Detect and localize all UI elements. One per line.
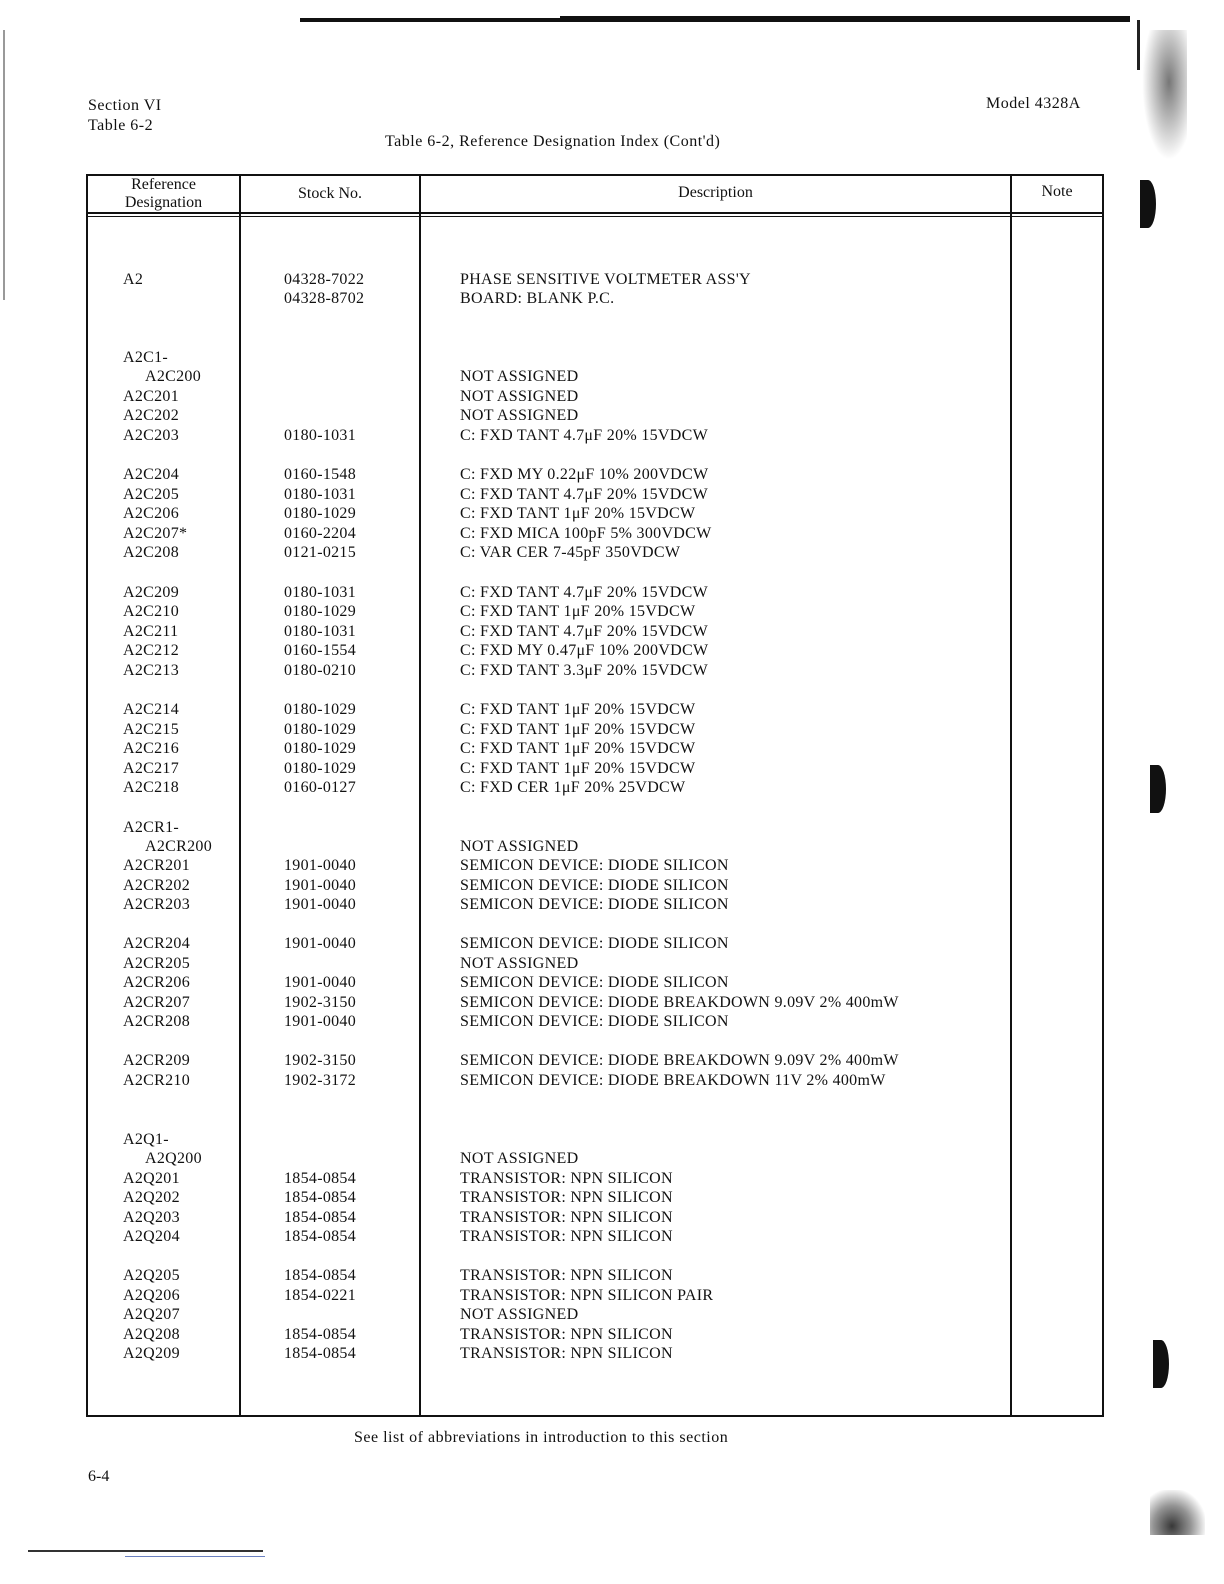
description: PHASE SENSITIVE VOLTMETER ASS'Y — [460, 271, 751, 288]
reference-designation: A2C210 — [123, 603, 180, 620]
stock-number: 1854-0854 — [284, 1326, 357, 1343]
reference-designation: A2Q201 — [123, 1170, 180, 1187]
reference-designation: A2 — [123, 271, 144, 288]
stock-number: 1901-0040 — [284, 1013, 357, 1030]
reference-designation: A2C204 — [123, 466, 180, 483]
column-header-stock: Stock No. — [298, 185, 362, 202]
stock-number: 1901-0040 — [284, 974, 357, 991]
table-row — [123, 818, 1023, 837]
reference-designation: A2CR200 — [145, 838, 212, 855]
table-row — [123, 1169, 1023, 1188]
table-row — [123, 954, 1023, 973]
stock-number: 1901-0040 — [284, 896, 357, 913]
table-row — [123, 367, 1023, 386]
table-row — [123, 993, 1023, 1012]
description: TRANSISTOR: NPN SILICON PAIR — [460, 1287, 714, 1304]
table-row — [123, 759, 1023, 778]
description: C: FXD TANT 1μF 20% 15VDCW — [460, 721, 696, 738]
stock-number: 0180-1031 — [284, 427, 357, 444]
reference-designation: A2C207* — [123, 525, 188, 542]
table-row — [123, 720, 1023, 739]
stock-number: 0180-1029 — [284, 701, 357, 718]
reference-designation: A2Q208 — [123, 1326, 180, 1343]
table-row — [123, 1266, 1023, 1285]
description: C: FXD TANT 1μF 20% 15VDCW — [460, 740, 696, 757]
description: SEMICON DEVICE: DIODE SILICON — [460, 935, 729, 952]
table-row — [123, 1305, 1023, 1324]
table-row — [123, 524, 1023, 543]
reference-designation: A2Q203 — [123, 1209, 180, 1226]
description: SEMICON DEVICE: DIODE BREAKDOWN 9.09V 2% 400mW — [460, 994, 899, 1011]
abbreviations-note: See list of abbreviations in introduction to this section — [354, 1429, 729, 1446]
reference-designation: A2Q209 — [123, 1345, 180, 1362]
stock-number: 0180-1029 — [284, 740, 357, 757]
reference-designation: A2C215 — [123, 721, 180, 738]
description: TRANSISTOR: NPN SILICON — [460, 1326, 673, 1343]
reference-designation: A2CR208 — [123, 1013, 190, 1030]
reference-designation: A2C208 — [123, 544, 180, 561]
reference-designation: A2Q206 — [123, 1287, 180, 1304]
table-row — [123, 1325, 1023, 1344]
description: C: FXD TANT 4.7μF 20% 15VDCW — [460, 584, 709, 601]
stock-number: 0160-1554 — [284, 642, 357, 659]
table-row — [123, 426, 1023, 445]
reference-designation: A2CR201 — [123, 857, 190, 874]
reference-designation: A2C201 — [123, 388, 180, 405]
stock-number: 0180-1029 — [284, 505, 357, 522]
table-row — [123, 895, 1023, 914]
table-row — [123, 465, 1023, 484]
description: SEMICON DEVICE: DIODE SILICON — [460, 974, 729, 991]
stock-number: 0180-0210 — [284, 662, 357, 679]
reference-designation: A2C212 — [123, 642, 180, 659]
stock-number: 0180-1031 — [284, 623, 357, 640]
description: NOT ASSIGNED — [460, 838, 579, 855]
reference-designation: A2C1- — [123, 349, 169, 366]
stock-number: 04328-8702 — [284, 290, 365, 307]
reference-designation: A2C202 — [123, 407, 180, 424]
table-row — [123, 856, 1023, 875]
description: C: FXD MY 0.47μF 10% 200VDCW — [460, 642, 709, 659]
stock-number: 1902-3150 — [284, 994, 357, 1011]
table-row — [123, 1286, 1023, 1305]
stock-number: 1902-3172 — [284, 1072, 357, 1089]
description: C: FXD TANT 3.3μF 20% 15VDCW — [460, 662, 709, 679]
reference-designation: A2CR1- — [123, 819, 180, 836]
table-row — [123, 1227, 1023, 1246]
reference-designation: A2CR210 — [123, 1072, 190, 1089]
reference-designation: A2Q204 — [123, 1228, 180, 1245]
description: TRANSISTOR: NPN SILICON — [460, 1189, 673, 1206]
description: C: FXD TANT 4.7μF 20% 15VDCW — [460, 427, 709, 444]
table-row — [123, 700, 1023, 719]
table-row — [123, 876, 1023, 895]
reference-designation: A2Q1- — [123, 1131, 169, 1148]
reference-designation: A2CR203 — [123, 896, 190, 913]
reference-designation: A2CR207 — [123, 994, 190, 1011]
reference-designation: A2C209 — [123, 584, 180, 601]
reference-designation: A2Q207 — [123, 1306, 180, 1323]
description: C: FXD TANT 4.7μF 20% 15VDCW — [460, 623, 709, 640]
description: TRANSISTOR: NPN SILICON — [460, 1170, 673, 1187]
stock-number: 04328-7022 — [284, 271, 365, 288]
description: SEMICON DEVICE: DIODE SILICON — [460, 877, 729, 894]
description: NOT ASSIGNED — [460, 407, 579, 424]
stock-number: 1854-0854 — [284, 1345, 357, 1362]
stock-number: 1901-0040 — [284, 877, 357, 894]
reference-designation: A2C211 — [123, 623, 179, 640]
reference-designation: A2C206 — [123, 505, 180, 522]
description: SEMICON DEVICE: DIODE SILICON — [460, 896, 729, 913]
table-row — [123, 387, 1023, 406]
reference-designation: A2C218 — [123, 779, 180, 796]
reference-designation: A2Q205 — [123, 1267, 180, 1284]
table-row — [123, 485, 1023, 504]
table-row — [123, 1071, 1023, 1090]
table-row — [123, 973, 1023, 992]
table-row — [123, 1051, 1023, 1070]
stock-number: 1854-0854 — [284, 1170, 357, 1187]
stock-number: 0160-1548 — [284, 466, 357, 483]
description: C: FXD TANT 1μF 20% 15VDCW — [460, 603, 696, 620]
stock-number: 0160-2204 — [284, 525, 357, 542]
description: C: FXD TANT 1μF 20% 15VDCW — [460, 760, 696, 777]
reference-designation: A2CR204 — [123, 935, 190, 952]
table-row — [123, 602, 1023, 621]
reference-designation: A2CR209 — [123, 1052, 190, 1069]
table-row — [123, 270, 1023, 289]
reference-designation: A2C214 — [123, 701, 180, 718]
reference-designation: A2C213 — [123, 662, 180, 679]
description: BOARD: BLANK P.C. — [460, 290, 615, 307]
table-row — [123, 406, 1023, 425]
table-row — [123, 543, 1023, 562]
stock-number: 1854-0854 — [284, 1267, 357, 1284]
table-row — [123, 641, 1023, 660]
stock-number: 0180-1029 — [284, 721, 357, 738]
column-header-reference-line1: Reference — [131, 176, 196, 193]
description: C: FXD TANT 4.7μF 20% 15VDCW — [460, 486, 709, 503]
table-title: Table 6-2, Reference Designation Index (Cont'd) — [385, 133, 721, 150]
table-row — [123, 778, 1023, 797]
table-row — [123, 348, 1023, 367]
description: SEMICON DEVICE: DIODE BREAKDOWN 9.09V 2% 400mW — [460, 1052, 899, 1069]
description: TRANSISTOR: NPN SILICON — [460, 1345, 673, 1362]
stock-number: 1902-3150 — [284, 1052, 357, 1069]
description: SEMICON DEVICE: DIODE SILICON — [460, 857, 729, 874]
table-row — [123, 504, 1023, 523]
table-row — [123, 661, 1023, 680]
table-row — [123, 583, 1023, 602]
table-row — [123, 622, 1023, 641]
description: C: FXD CER 1μF 20% 25VDCW — [460, 779, 686, 796]
reference-designation: A2C203 — [123, 427, 180, 444]
stock-number: 0121-0215 — [284, 544, 357, 561]
stock-number: 0180-1029 — [284, 760, 357, 777]
reference-designation: A2CR202 — [123, 877, 190, 894]
table-row — [123, 1130, 1023, 1149]
reference-designation: A2CR205 — [123, 955, 190, 972]
column-header-note: Note — [1041, 183, 1073, 200]
table-row — [123, 1344, 1023, 1363]
description: TRANSISTOR: NPN SILICON — [460, 1267, 673, 1284]
reference-designation: A2C216 — [123, 740, 180, 757]
description: NOT ASSIGNED — [460, 368, 579, 385]
stock-number: 0160-0127 — [284, 779, 357, 796]
table-row — [123, 1149, 1023, 1168]
table-row — [123, 1208, 1023, 1227]
description: NOT ASSIGNED — [460, 1306, 579, 1323]
table-row — [123, 739, 1023, 758]
column-header-reference-line2: Designation — [124, 194, 203, 211]
stock-number: 1854-0221 — [284, 1287, 357, 1304]
stock-number: 1854-0854 — [284, 1209, 357, 1226]
table-row — [123, 1012, 1023, 1031]
stock-number: 0180-1031 — [284, 584, 357, 601]
description: C: FXD TANT 1μF 20% 15VDCW — [460, 701, 696, 718]
reference-designation: A2Q200 — [145, 1150, 202, 1167]
stock-number: 1901-0040 — [284, 857, 357, 874]
stock-number: 0180-1031 — [284, 486, 357, 503]
description: NOT ASSIGNED — [460, 388, 579, 405]
reference-designation: A2C200 — [145, 368, 202, 385]
reference-designation: A2CR206 — [123, 974, 190, 991]
reference-designation: A2C217 — [123, 760, 180, 777]
description: SEMICON DEVICE: DIODE BREAKDOWN 11V 2% 400mW — [460, 1072, 886, 1089]
page-number: 6-4 — [88, 1468, 110, 1485]
description: C: FXD TANT 1μF 20% 15VDCW — [460, 505, 696, 522]
table-row — [123, 837, 1023, 856]
table-row — [123, 1188, 1023, 1207]
table-row — [123, 934, 1023, 953]
reference-designation: A2C205 — [123, 486, 180, 503]
description: NOT ASSIGNED — [460, 1150, 579, 1167]
description: TRANSISTOR: NPN SILICON — [460, 1228, 673, 1245]
description: C: VAR CER 7-45pF 350VDCW — [460, 544, 681, 561]
description: C: FXD MICA 100pF 5% 300VDCW — [460, 525, 712, 542]
description: C: FXD MY 0.22μF 10% 200VDCW — [460, 466, 709, 483]
stock-number: 1854-0854 — [284, 1189, 357, 1206]
model-label: Model 4328A — [986, 95, 1081, 112]
stock-number: 1901-0040 — [284, 935, 357, 952]
stock-number: 0180-1029 — [284, 603, 357, 620]
table-label: Table 6-2 — [88, 117, 154, 134]
stock-number: 1854-0854 — [284, 1228, 357, 1245]
reference-designation: A2Q202 — [123, 1189, 180, 1206]
table-row — [123, 289, 1023, 308]
description: TRANSISTOR: NPN SILICON — [460, 1209, 673, 1226]
section-label: Section VI — [88, 97, 162, 114]
column-header-description: Description — [678, 184, 753, 201]
description: SEMICON DEVICE: DIODE SILICON — [460, 1013, 729, 1030]
description: NOT ASSIGNED — [460, 955, 579, 972]
